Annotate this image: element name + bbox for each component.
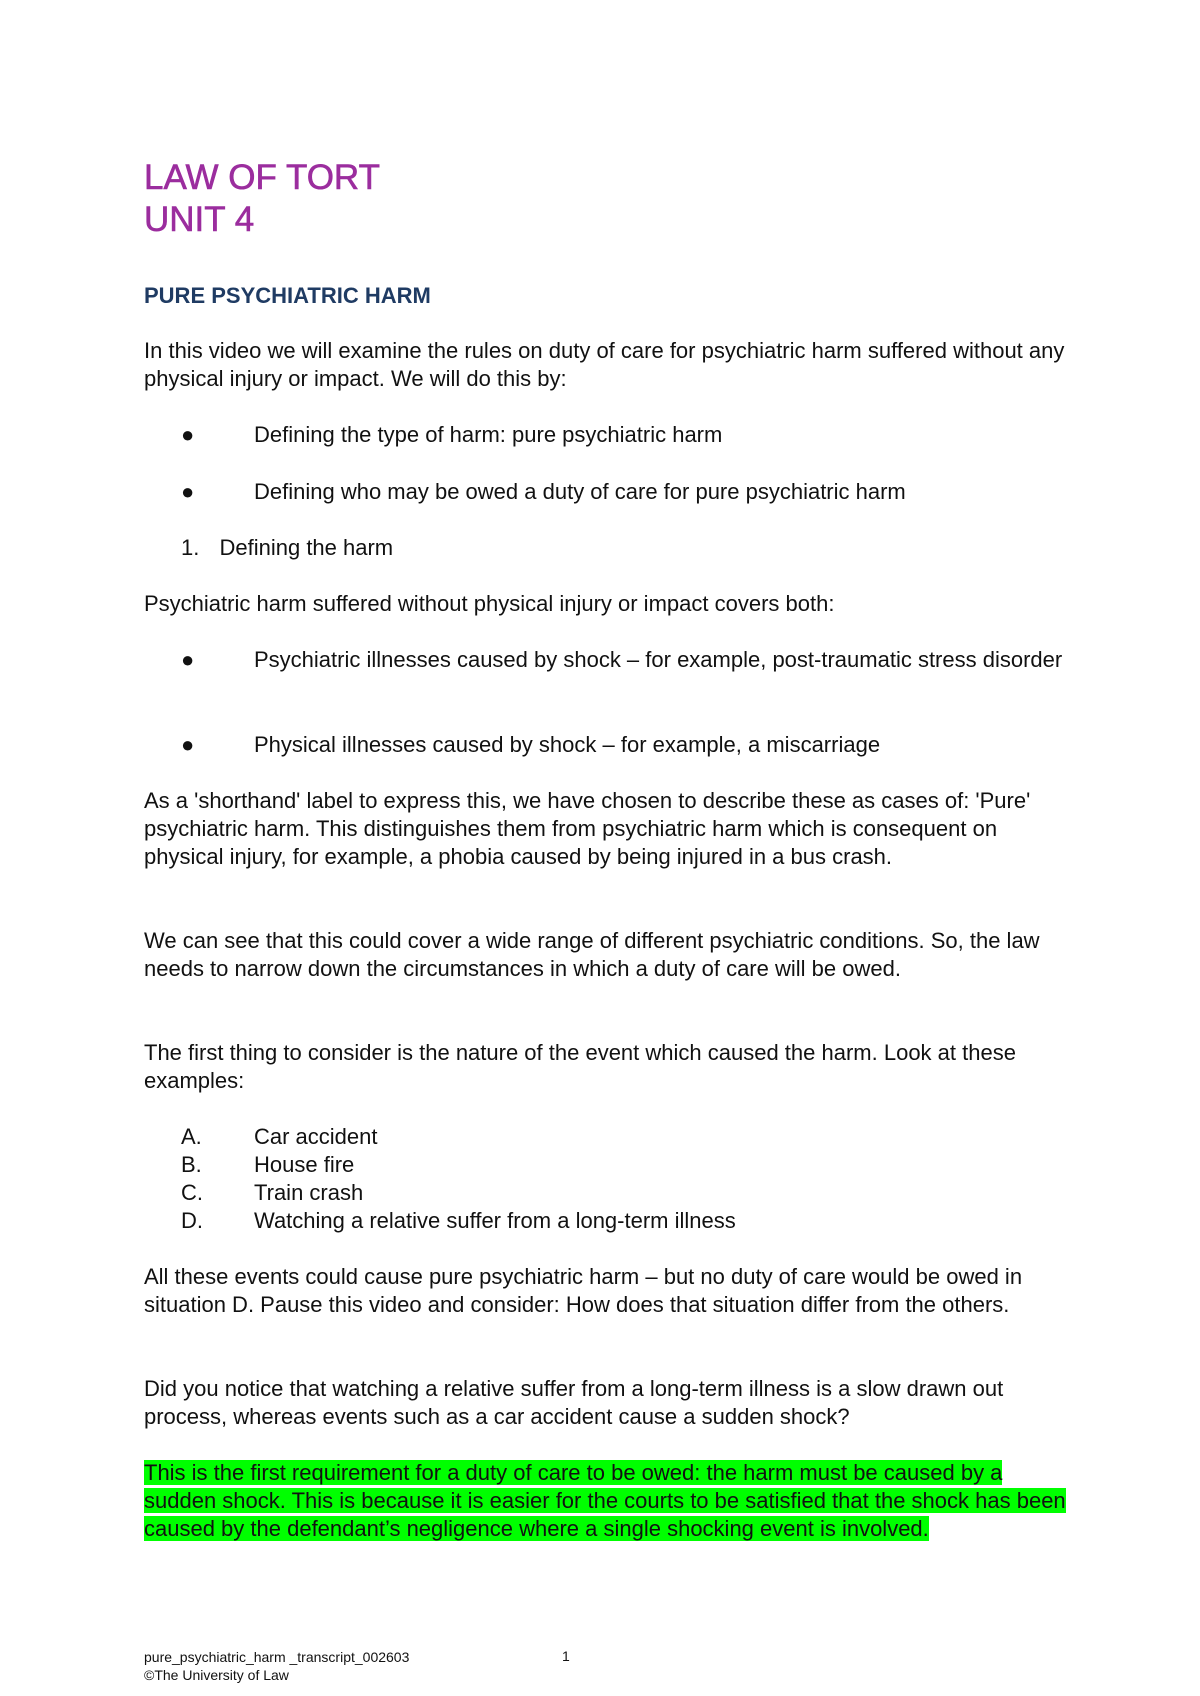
list-item-text: Car accident	[254, 1124, 378, 1149]
bullet-icon: ●	[181, 479, 195, 504]
list-item-text: House fire	[254, 1152, 355, 1177]
document-title-line2: UNIT 4	[144, 200, 255, 239]
paragraph: Did you notice that watching a relative suffer from a long-term illness is a slow drawn out process, whereas events such as a car accident cause a sudden shock?	[144, 1376, 1004, 1429]
paragraph: We can see that this could cover a wide range of different psychiatric conditions. So, the law needs to narrow down the circumstances in which a duty of care will be owed.	[144, 928, 1040, 981]
bullet-text: Physical illnesses caused by shock – for example, a miscarriage	[254, 732, 881, 757]
bullet-icon: ●	[181, 422, 195, 447]
highlighted-text: This is the first requirement for a duty of care to be owed: the harm must be caused by a sudden shock. This is because it is easier for the courts to be satisfied that the shock has been caused by the defendant’s negligence where a single shocking event is involved.	[144, 1460, 1066, 1541]
list-item-key: D.	[181, 1208, 203, 1233]
list-item-key: A.	[181, 1124, 202, 1149]
intro-paragraph: In this video we will examine the rules on duty of care for psychiatric harm suffered without any physical injury or impact. We will do this by:	[144, 338, 1065, 391]
list-item-key: C.	[181, 1180, 203, 1205]
footer-page-number: 1	[562, 1648, 570, 1664]
numbered-item	[181, 534, 393, 562]
bullet-text: Defining who may be owed a duty of care for pure psychiatric harm	[254, 479, 906, 504]
numbered-item-number: 1.	[181, 535, 200, 560]
paragraph: The first thing to consider is the nature of the event which caused the harm. Look at these examples:	[144, 1040, 1016, 1093]
numbered-item-text: Defining the harm	[219, 535, 394, 560]
bullet-icon: ●	[181, 647, 195, 672]
section-heading: PURE PSYCHIATRIC HARM	[144, 283, 431, 308]
highlighted-paragraph	[144, 1459, 1074, 1543]
bullet-text: Defining the type of harm: pure psychiatric harm	[254, 422, 723, 447]
footer-copyright: ©The University of Law	[144, 1667, 289, 1683]
bullet-text: Psychiatric illnesses caused by shock – for example, post-traumatic stress disorder	[254, 647, 1063, 672]
paragraph: As a 'shorthand' label to express this, we have chosen to describe these as cases of: 'Pure' psychiatric harm. This distinguishes them from psychiatric harm which is consequent on physical injury, for example, a phobia caused by being injured in a bus crash.	[144, 788, 1031, 869]
list-item-text: Train crash	[254, 1180, 364, 1205]
list-item-text: Watching a relative suffer from a long-term illness	[254, 1208, 736, 1233]
bullet-icon: ●	[181, 732, 195, 757]
list-item-key: B.	[181, 1152, 202, 1177]
paragraph: All these events could cause pure psychiatric harm – but no duty of care would be owed in situation D. Pause this video and consider: How does that situation differ from the others.	[144, 1264, 1023, 1317]
paragraph: Psychiatric harm suffered without physical injury or impact covers both:	[144, 591, 835, 616]
document-title-line1: LAW OF TORT	[144, 158, 380, 197]
footer-filename: pure_psychiatric_harm _transcript_002603	[144, 1649, 410, 1665]
